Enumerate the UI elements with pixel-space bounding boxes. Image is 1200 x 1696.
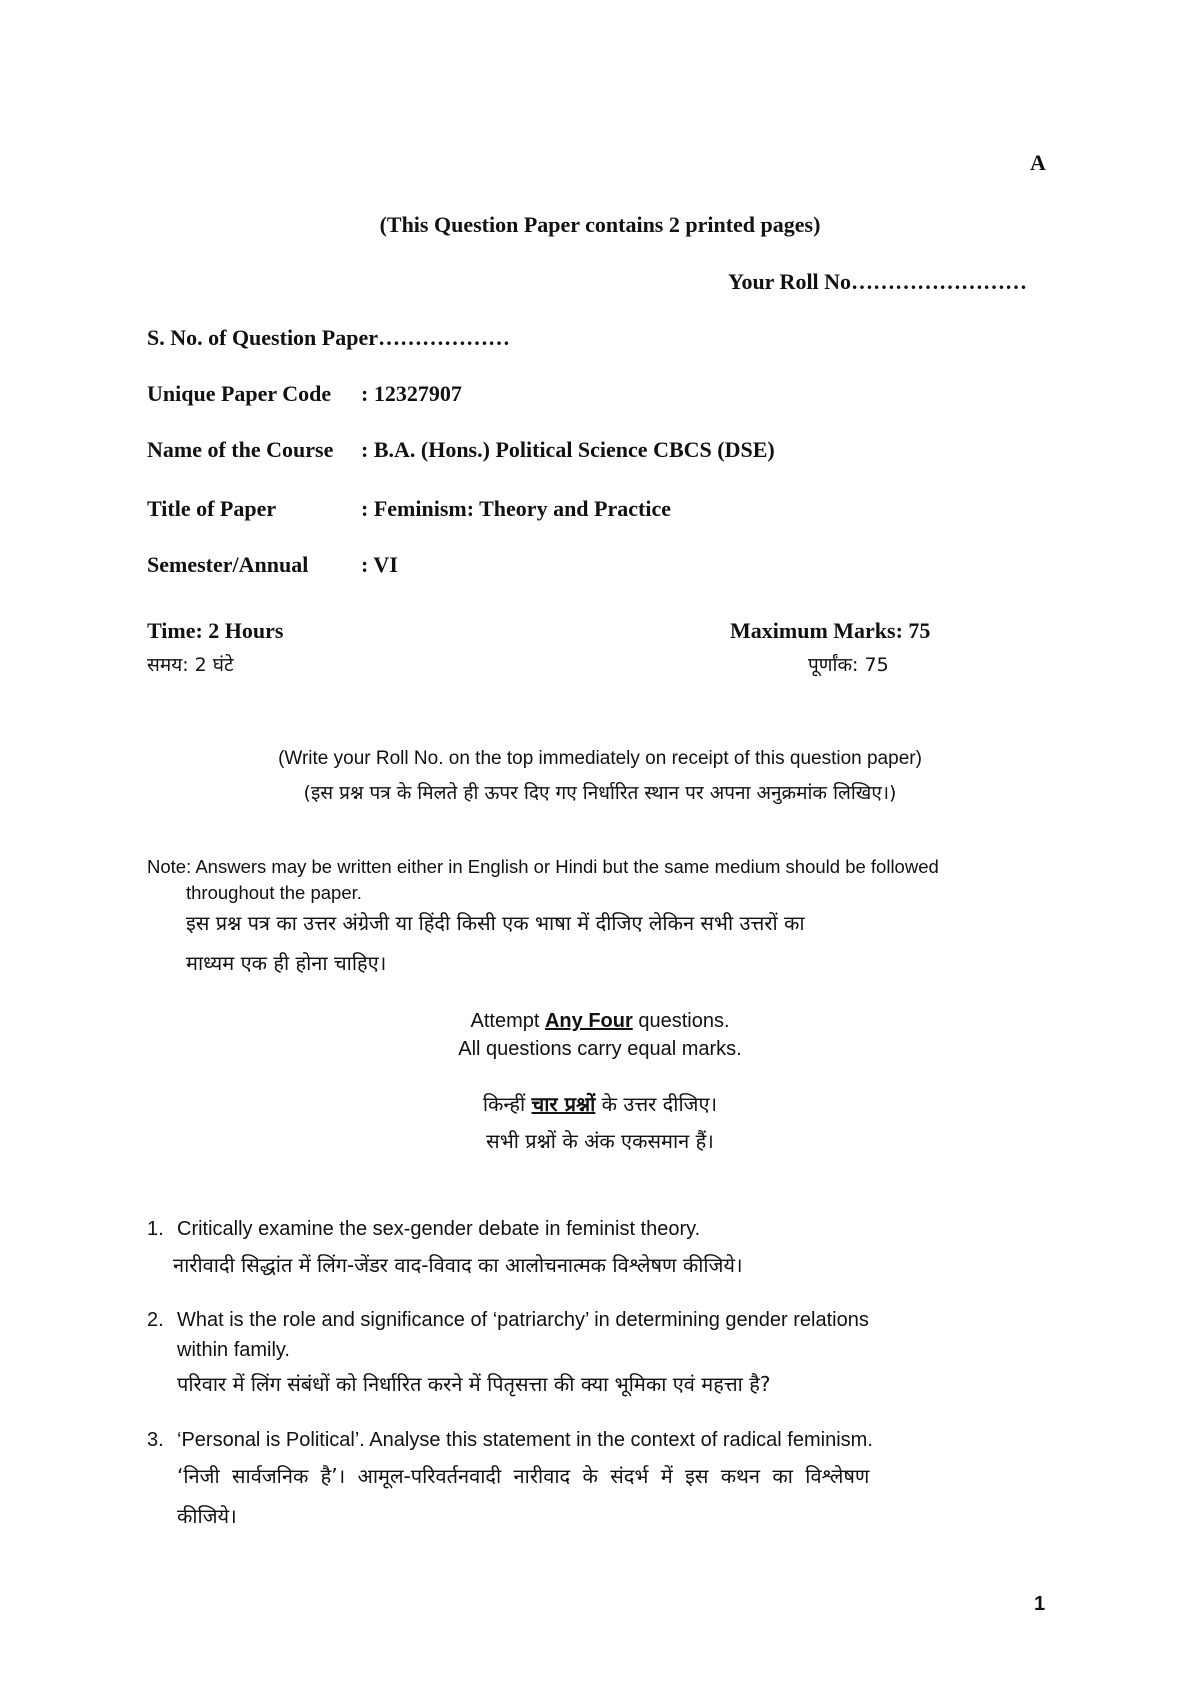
attempt-count-hindi: चार प्रश्नों: [531, 1092, 596, 1116]
write-roll-instruction: (Write your Roll No. on the top immediately on receipt of this question paper): [278, 748, 922, 769]
semester-label: Semester/Annual: [147, 552, 309, 577]
question-1-hindi: नारीवादी सिद्धांत में लिंग-जेंडर वाद-विवाद का आलोचनात्मक विश्लेषण कीजिये।: [173, 1253, 743, 1277]
note-english-line2: throughout the paper.: [186, 882, 362, 903]
upc-label: Unique Paper Code: [147, 381, 332, 406]
attempt-post-hindi: के उत्तर दीजिए।: [595, 1092, 718, 1116]
attempt-count: Any Four: [544, 1010, 633, 1032]
maximum-marks-hindi: पूर्णांक: 75: [808, 654, 889, 676]
note-english-line1: Note: Answers may be written either in English or Hindi but the same medium should be followed: [147, 856, 939, 877]
attempt-pre-hindi: किन्हीं: [482, 1092, 532, 1116]
question-3-hindi-line1: ‘निजी सार्वजनिक है’। आमूल-परिवर्तनवादी नारीवाद के संदर्भ में इस कथन का विश्लेषण: [177, 1464, 870, 1488]
time-allowed: Time: 2 Hours: [147, 618, 284, 643]
question-1-text: Critically examine the sex-gender debate in feminist theory.: [177, 1218, 701, 1240]
question-3-text: ‘Personal is Political’. Analyse this statement in the context of radical feminism.: [177, 1429, 873, 1451]
maximum-marks: Maximum Marks: 75: [730, 618, 931, 643]
paper-set-label: A: [1030, 150, 1046, 175]
pages-note: (This Question Paper contains 2 printed pages): [379, 212, 821, 237]
question-number: 3.: [147, 1429, 164, 1451]
question-3-hindi-line2: कीजिये।: [177, 1504, 237, 1528]
equal-marks-instruction: All questions carry equal marks.: [458, 1038, 742, 1060]
question-2-text-line1: What is the role and significance of ‘patriarchy’ in determining gender relations: [177, 1309, 869, 1331]
question-2-hindi: परिवार में लिंग संबंधों को निर्धारित करने में पितृसत्ता की क्या भूमिका एवं महत्ता है?: [177, 1372, 771, 1396]
course-label: Name of the Course: [147, 437, 334, 462]
semester-value: : VI: [361, 552, 398, 577]
upc-value: : 12327907: [361, 381, 462, 406]
title-value: : Feminism: Theory and Practice: [361, 496, 671, 521]
course-value: : B.A. (Hons.) Political Science CBCS (DSE): [361, 437, 775, 462]
note-hindi-line1: इस प्रश्न पत्र का उत्तर अंग्रेजी या हिंदी किसी एक भाषा में दीजिए लेकिन सभी उत्तरों का: [186, 911, 805, 935]
question-2-text-line2: within family.: [177, 1339, 290, 1361]
page-number: 1: [1034, 1593, 1046, 1615]
write-roll-instruction-hindi: (इस प्रश्न पत्र के मिलते ही ऊपर दिए गए निर्धारित स्थान पर अपना अनुक्रमांक लिखिए।): [303, 782, 897, 804]
attempt-instruction-hindi: [0, 1090, 1200, 1117]
attempt-pre: Attempt: [470, 1010, 545, 1032]
question-number: 1.: [147, 1218, 164, 1240]
note-hindi-line2: माध्यम एक ही होना चाहिए।: [186, 951, 387, 975]
time-allowed-hindi: समय: 2 घंटे: [147, 654, 234, 676]
title-label: Title of Paper: [147, 496, 277, 521]
attempt-instruction: [0, 1010, 1200, 1033]
attempt-post: questions.: [632, 1010, 730, 1032]
question-number: 2.: [147, 1309, 164, 1331]
equal-marks-instruction-hindi: सभी प्रश्नों के अंक एकसमान हैं।: [486, 1129, 714, 1153]
roll-number-field: Your Roll No……………………: [728, 269, 1028, 294]
serial-number-field: S. No. of Question Paper………………: [147, 325, 510, 350]
